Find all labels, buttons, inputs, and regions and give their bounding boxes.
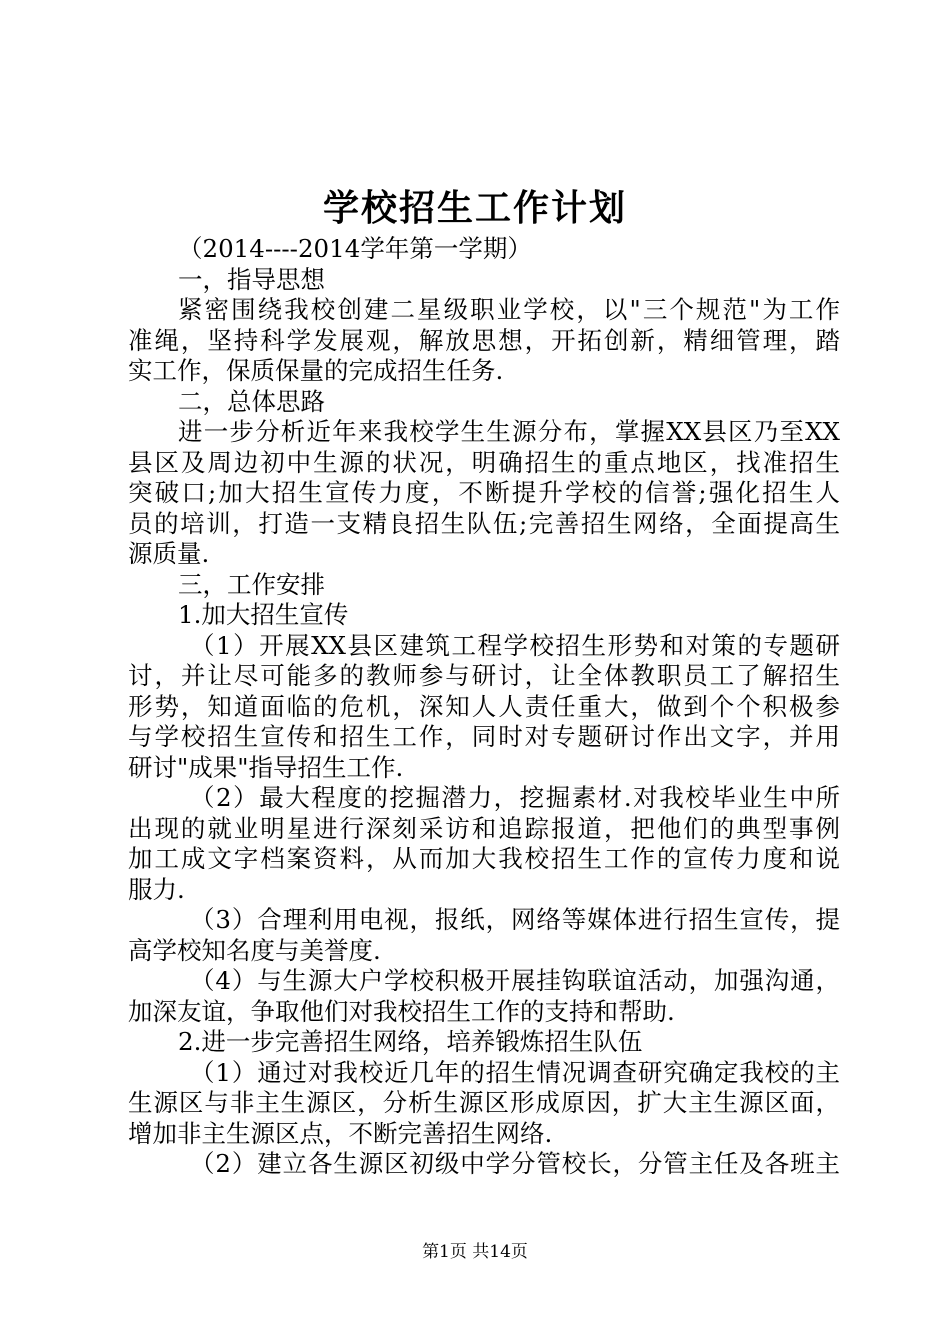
page-footer: 第1页 共14页 — [422, 1242, 528, 1262]
paragraph-line: （1）开展XX县区建筑工程学校招生形势和对策的专题研 — [190, 630, 840, 660]
paragraph-line: 突破口;加大招生宣传力度，不断提升学校的信誉;强化招生人 — [128, 478, 840, 507]
paragraph-line: 源质量. — [128, 539, 210, 568]
paragraph-line: 县区及周边初中生源的状况，明确招生的重点地区，找准招生 — [128, 447, 840, 477]
paragraph-line: （3）合理利用电视，报纸，网络等媒体进行招生宣传，提 — [190, 905, 840, 934]
paragraph-line: 加工成文字档案资料，从而加大我校招生工作的宣传力度和说 — [128, 844, 840, 873]
paragraph-line: 形势，知道面临的危机，深知人人责任重大，做到个个积极参 — [128, 691, 840, 721]
section-heading-overall: 二，总体思路 — [178, 386, 325, 416]
paragraph-line: 准绳，坚持科学发展观，解放思想，开拓创新，精细管理，踏 — [128, 325, 840, 355]
paragraph-line: 增加非主生源区点，不断完善招生网络. — [128, 1118, 553, 1148]
subsection-heading-network: 2.进一步完善招生网络，培养锻炼招生队伍 — [178, 1027, 643, 1056]
paragraph-line: （2）建立各生源区初级中学分管校长，分管主任及各班主 — [190, 1149, 840, 1178]
document-body — [128, 234, 840, 1180]
paragraph-line: 紧密围绕我校创建二星级职业学校，以"三个规范"为工作 — [178, 295, 840, 324]
document-title: 学校招生工作计划 — [322, 187, 627, 229]
paragraph-line: 高学校知名度与美誉度. — [128, 935, 381, 965]
paragraph-line: 实工作，保质保量的完成招生任务. — [128, 356, 504, 385]
paragraph-line: （4）与生源大户学校积极开展挂钩联谊活动，加强沟通， — [190, 966, 840, 995]
paragraph-line: 服力. — [128, 874, 185, 904]
paragraph-line: （2）最大程度的挖掘潜力，挖掘素材.对我校毕业生中所 — [190, 783, 840, 812]
section-heading-guiding: 一，指导思想 — [178, 264, 325, 294]
paragraph-line: 进一步分析近年来我校学生生源分布，掌握XX县区乃至XX — [178, 417, 840, 446]
paragraph-line: 加深友谊，争取他们对我校招生工作的支持和帮助. — [128, 996, 675, 1026]
paragraph-line: 研讨"成果"指导招生工作. — [128, 752, 404, 782]
paragraph-line: 员的培训，打造一支精良招生队伍;完善招生网络，全面提高生 — [128, 508, 840, 538]
paragraph-line: （1）通过对我校近几年的招生情况调查研究确定我校的主 — [190, 1057, 840, 1087]
paragraph-line: 与学校招生宣传和招生工作，同时对专题研讨作出文字，并用 — [128, 722, 840, 751]
paragraph-line: 出现的就业明星进行深刻采访和追踪报道，把他们的典型事例 — [128, 813, 840, 843]
semester-line: （2014----2014学年第一学期） — [178, 234, 532, 263]
paragraph-line: 生源区与非主生源区，分析生源区形成原因，扩大主生源区面， — [128, 1088, 840, 1117]
subsection-heading-publicity: 1.加大招生宣传 — [178, 600, 349, 629]
paragraph-line: 讨，并让尽可能多的教师参与研讨，让全体教职员工了解招生 — [128, 661, 840, 690]
section-heading-arrangement: 三，工作安排 — [178, 569, 325, 599]
